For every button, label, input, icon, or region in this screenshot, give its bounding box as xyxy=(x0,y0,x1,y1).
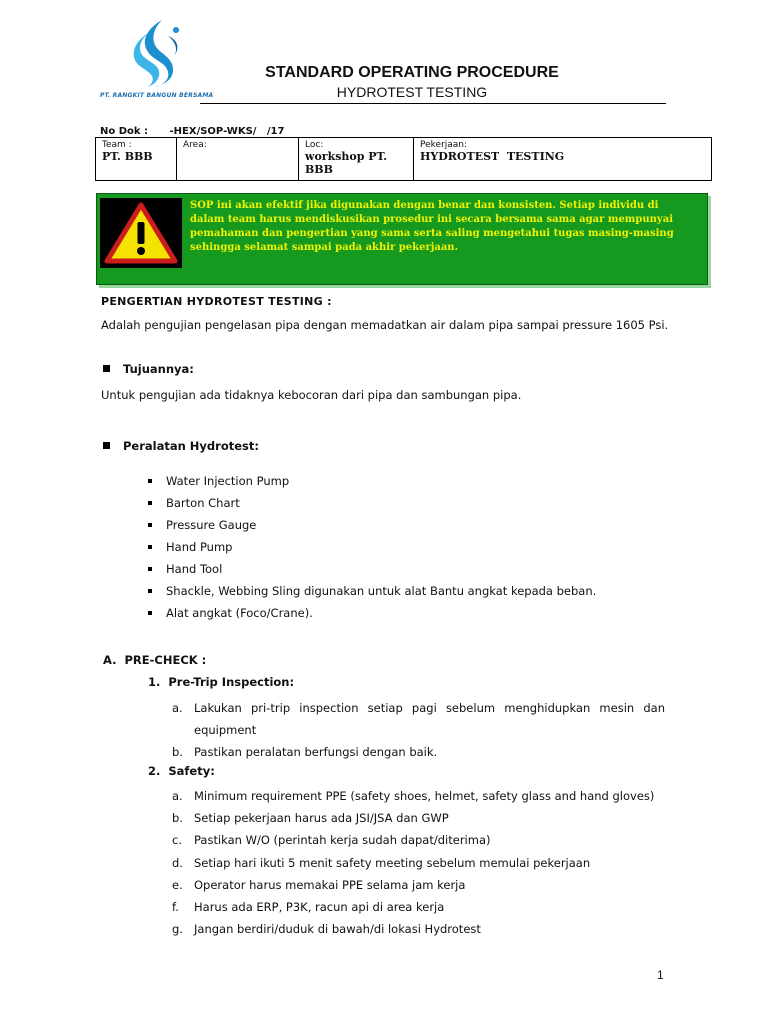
pekerjaan-label: Pekerjaan: xyxy=(420,140,468,150)
list-item: b. Setiap pekerjaan harus ada JSI/JSA dan GWP xyxy=(172,811,449,826)
bullet-icon xyxy=(148,545,152,549)
loc-cell xyxy=(299,138,414,180)
bullet-icon xyxy=(148,567,152,571)
list-item: Pressure Gauge xyxy=(148,514,596,536)
warning-line: SOP ini akan efektif jika digunakan dengan benar dan konsisten. Setiap individu di xyxy=(190,200,659,211)
item-marker: b. xyxy=(172,745,183,759)
warning-line: pemahaman dan pengertian yang sama serta saling mengetahui tugas masing-masing xyxy=(190,228,674,239)
warning-text xyxy=(190,199,695,255)
safety-heading: 2. Safety: xyxy=(148,764,215,778)
list-item: d. Setiap hari ikuti 5 menit safety meeting sebelum memulai pekerjaan xyxy=(172,855,591,870)
bullet-icon xyxy=(148,589,152,593)
safety-list xyxy=(172,785,654,940)
peralatan-list xyxy=(148,470,596,624)
item-marker: a. xyxy=(172,701,183,715)
info-table xyxy=(95,137,712,181)
title-rule xyxy=(200,103,666,104)
tujuan-heading-label: Tujuannya: xyxy=(123,362,194,376)
area-label: Area: xyxy=(183,140,207,150)
area-cell xyxy=(177,138,299,180)
item-text: Lakukan pri-trip inspection setiap pagi sebelum menghidupkan mesin dan xyxy=(194,701,665,715)
warning-icon-frame xyxy=(100,198,182,268)
peralatan-heading xyxy=(103,439,259,453)
warning-line: sehingga selamat sampai pada akhir pekerjaan. xyxy=(190,242,459,253)
pretrip-heading: 1. Pre-Trip Inspection: xyxy=(148,675,295,689)
team-value: PT. BBB xyxy=(102,150,153,163)
peralatan-heading-label: Peralatan Hydrotest: xyxy=(123,439,259,453)
bullet-icon xyxy=(148,611,152,615)
pretrip-list xyxy=(172,697,665,763)
page-number: 1 xyxy=(657,968,664,982)
list-item: Water Injection Pump xyxy=(148,470,596,492)
list-item: e. Operator harus memakai PPE selama jam kerja xyxy=(172,877,466,892)
company-name: PT. RANGKIT BANGUN BERSAMA xyxy=(100,92,214,99)
list-item xyxy=(172,697,665,741)
warning-line: dalam team harus mendiskusikan prosedur ini secara bersama sama agar mempunyai xyxy=(190,214,674,225)
list-item: Barton Chart xyxy=(148,492,596,514)
precheck-heading: A. PRE-CHECK : xyxy=(103,653,207,667)
document-title: STANDARD OPERATING PROCEDURE xyxy=(265,64,559,81)
list-item: Hand Tool xyxy=(148,558,596,580)
team-cell xyxy=(96,138,177,180)
item-text: Pastikan peralatan berfungsi dengan baik. xyxy=(194,745,438,759)
list-item: g. Jangan berdiri/duduk di bawah/di lokasi Hydrotest xyxy=(172,922,481,937)
tujuan-heading xyxy=(103,362,194,376)
bullet-icon xyxy=(148,501,152,505)
list-item: c. Pastikan W/O (perintah kerja sudah dapat/diterima) xyxy=(172,833,491,848)
pekerjaan-cell xyxy=(414,138,709,180)
square-bullet-icon xyxy=(103,365,110,372)
doc-number xyxy=(100,126,284,137)
item-text: equipment xyxy=(194,723,257,737)
loc-label: Loc: xyxy=(305,140,324,150)
list-item: a. Minimum requirement PPE (safety shoes, helmet, safety glass and hand gloves) xyxy=(172,789,655,803)
list-item: Hand Pump xyxy=(148,536,596,558)
square-bullet-icon xyxy=(103,442,110,449)
pekerjaan-value: HYDROTEST TESTING xyxy=(420,150,565,163)
doc-number-value: -HEX/SOP-WKS/ /17 xyxy=(169,126,285,137)
list-item xyxy=(172,741,665,763)
doc-number-label: No Dok : xyxy=(100,126,149,137)
tujuan-text: Untuk pengujian ada tidaknya kebocoran dari pipa dan sambungan pipa. xyxy=(101,388,522,402)
warning-triangle-icon xyxy=(100,198,182,268)
pengertian-text: Adalah pengujian pengelasan pipa dengan memadatkan air dalam pipa sampai pressure 1605 Psi. xyxy=(101,318,669,332)
list-item: f. Harus ada ERP, P3K, racun api di area kerja xyxy=(172,900,445,915)
team-label: Team : xyxy=(102,140,132,150)
pengertian-heading: PENGERTIAN HYDROTEST TESTING : xyxy=(101,295,332,308)
company-logo xyxy=(118,18,198,88)
loc-value: workshop PT. BBB xyxy=(305,150,388,176)
bullet-icon xyxy=(148,523,152,527)
list-item: Shackle, Webbing Sling digunakan untuk alat Bantu angkat kepada beban. xyxy=(148,580,596,602)
document-subtitle: HYDROTEST TESTING xyxy=(336,84,488,100)
bullet-icon xyxy=(148,479,152,483)
list-item: Alat angkat (Foco/Crane). xyxy=(148,602,596,624)
